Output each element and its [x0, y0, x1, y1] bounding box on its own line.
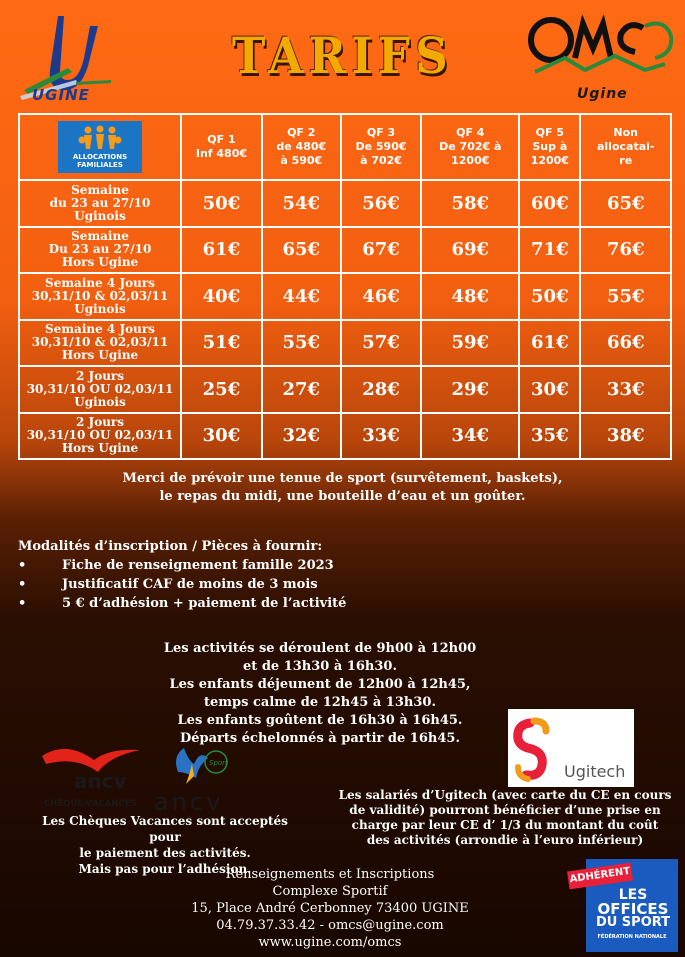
- price-cell: 76€: [580, 227, 671, 274]
- offices-du-sport-text: [592, 888, 674, 930]
- price-cell: 35€: [519, 413, 580, 460]
- col-sublabel: Sup à: [532, 140, 568, 153]
- col-label: Non: [613, 126, 639, 139]
- price-cell: 34€: [421, 413, 519, 460]
- bullet-icon: •: [18, 558, 27, 573]
- contact-block: [150, 866, 510, 951]
- price-cell: 27€: [262, 366, 341, 413]
- schedule-line: Les enfants déjeunent de 12h00 à 12h45,: [169, 677, 471, 692]
- page-title: TARIFS: [231, 26, 454, 85]
- col-sublabel: De 590€: [355, 140, 407, 153]
- price-cell: 55€: [580, 273, 671, 320]
- column-header-qf1: [181, 114, 262, 180]
- table-row: [19, 227, 671, 274]
- offices-line: LES: [618, 887, 648, 903]
- price-cell: 57€: [341, 320, 422, 367]
- offices-federation-text: FÉDÉRATION NATIONALE: [597, 934, 667, 940]
- ugine-logo-text: UGINE: [32, 86, 90, 104]
- price-cell: 65€: [262, 227, 341, 274]
- note-line: Les Chèques Vacances sont acceptés pour: [42, 814, 288, 844]
- price-cell: 60€: [519, 180, 580, 227]
- column-header-qf2: [262, 114, 341, 180]
- price-cell: 30€: [181, 413, 262, 460]
- caf-logo-cell: [19, 114, 181, 180]
- column-header-qf3: [341, 114, 422, 180]
- registration-title: Modalités d’inscription / Pièces à fournir:: [18, 539, 323, 554]
- table-row: [19, 273, 671, 320]
- col-sublabel: de 480€: [276, 140, 327, 153]
- price-cell: 40€: [181, 273, 262, 320]
- price-cell: 50€: [181, 180, 262, 227]
- price-cell: 58€: [421, 180, 519, 227]
- note-line: charge par leur CE d’ 1/3 du montant du coût: [351, 818, 659, 832]
- adherent-badge: ADHÉRENT: [567, 863, 633, 890]
- price-cell: 61€: [181, 227, 262, 274]
- col-label: QF 2: [287, 126, 316, 139]
- ancv-logo1-subtext: CHÈQUE-VACANCES: [44, 799, 137, 809]
- ancv-logo1-text: ancv: [74, 769, 127, 793]
- equipment-note-line: le repas du midi, une bouteille d’eau et un goûter.: [159, 489, 526, 504]
- price-cell: 56€: [341, 180, 422, 227]
- col-sublabel: 1200€: [530, 154, 569, 167]
- schedule-line: Départs échelonnés à partir de 16h45.: [180, 731, 460, 746]
- col-sublabel: re: [619, 154, 633, 167]
- price-cell: 48€: [421, 273, 519, 320]
- ancv-logo2-text: ancv: [154, 788, 224, 814]
- contact-phone-email: 04.79.37.33.42 - omcs@ugine.com: [216, 918, 444, 933]
- schedule-line: Les activités se déroulent de 9h00 à 12h00: [163, 641, 477, 656]
- col-label: QF 5: [535, 126, 564, 139]
- caf-logo: [58, 121, 142, 173]
- registration-section: [18, 537, 346, 613]
- note-line: Les salariés d’Ugitech (avec carte du CE en cours: [338, 788, 672, 802]
- col-sublabel: allocatai-: [596, 140, 655, 153]
- list-item: • Fiche de renseignement famille 2023: [18, 558, 334, 573]
- schedule-line: Les enfants goûtent de 16h30 à 16h45.: [177, 713, 463, 728]
- price-cell: 65€: [580, 180, 671, 227]
- price-cell: 59€: [421, 320, 519, 367]
- schedule-block: [140, 640, 500, 748]
- table-row: [19, 366, 671, 413]
- price-cell: 30€: [519, 366, 580, 413]
- table-row: [19, 180, 671, 227]
- note-line: des activités (arrondie à l’euro inférieur): [366, 833, 644, 847]
- table-row: [19, 413, 671, 460]
- schedule-line: et de 13h30 à 16h30.: [243, 659, 397, 674]
- contact-venue: Complexe Sportif: [272, 884, 388, 899]
- offices-line: DU SPORT: [595, 915, 671, 930]
- price-cell: 54€: [262, 180, 341, 227]
- omcs-logo-subtext: Ugine: [577, 86, 628, 102]
- note-line: Mais pas pour l’adhésion.: [78, 862, 252, 876]
- ugitech-logo-text: Ugitech: [564, 762, 626, 781]
- col-sublabel: Inf 480€: [195, 147, 248, 160]
- price-cell: 28€: [341, 366, 422, 413]
- price-cell: 51€: [181, 320, 262, 367]
- price-cell: 25€: [181, 366, 262, 413]
- caf-family-icon: [66, 125, 134, 151]
- price-cell: 71€: [519, 227, 580, 274]
- price-cell: 67€: [341, 227, 422, 274]
- contact-website: www.ugine.com/omcs: [258, 935, 402, 950]
- row-label: Semaine 4 Jours 30,31/10 & 02,03/11 Uginois: [19, 273, 181, 320]
- col-sublabel: à 702€: [360, 154, 402, 167]
- caf-logo-text: ALLOCATIONS FAMILIALES: [72, 153, 128, 169]
- row-label: 2 Jours 30,31/10 OU 02,03/11 Hors Ugine: [19, 413, 181, 460]
- ugitech-logo: [508, 709, 634, 787]
- row-label: Semaine 4 Jours 30,31/10 & 02,03/11 Hors Ugine: [19, 320, 181, 367]
- ancv-sport-logo: [150, 742, 250, 814]
- equipment-note: [0, 470, 685, 506]
- price-cell: 46€: [341, 273, 422, 320]
- price-cell: 50€: [519, 273, 580, 320]
- column-header-non-allocataire: [580, 114, 671, 180]
- bullet-icon: •: [18, 577, 27, 592]
- offices-line: OFFICES: [597, 900, 669, 918]
- registration-list: [18, 556, 346, 613]
- price-cell: 29€: [421, 366, 519, 413]
- equipment-note-line: Merci de prévoir une tenue de sport (survêtement, baskets),: [122, 471, 563, 486]
- col-sublabel: à 590€: [280, 154, 323, 167]
- ancv-sport-badge: Sport: [209, 759, 228, 767]
- column-header-qf4: [421, 114, 519, 180]
- row-label: Semaine Du 23 au 27/10 Hors Ugine: [19, 227, 181, 274]
- table-header-row: [19, 114, 671, 180]
- schedule-line: temps calme de 12h45 à 13h30.: [204, 695, 436, 710]
- price-cell: 38€: [580, 413, 671, 460]
- note-line: le paiement des activités.: [79, 846, 251, 860]
- col-label: QF 3: [366, 126, 396, 139]
- contact-address: 15, Place André Cerbonney 73400 UGINE: [191, 901, 469, 916]
- contact-heading: Renseignements et Inscriptions: [225, 867, 435, 882]
- table-row: [19, 320, 671, 367]
- note-line: de validité) pourront bénéficier d’une prise en: [349, 803, 661, 817]
- col-label: QF 1: [207, 133, 236, 146]
- price-cell: 55€: [262, 320, 341, 367]
- price-cell: 66€: [580, 320, 671, 367]
- price-cell: 61€: [519, 320, 580, 367]
- omcs-logo: [525, 8, 675, 88]
- ancv-cheque-vacances-logo: [36, 742, 146, 812]
- price-cell: 44€: [262, 273, 341, 320]
- list-item: • Justificatif CAF de moins de 3 mois: [18, 577, 318, 592]
- col-label: QF 4: [456, 126, 485, 139]
- price-cell: 69€: [421, 227, 519, 274]
- price-cell: 32€: [262, 413, 341, 460]
- col-sublabel: De 702€ à: [439, 140, 502, 153]
- price-cell: 33€: [580, 366, 671, 413]
- bullet-icon: •: [18, 596, 27, 611]
- row-label: Semaine du 23 au 27/10 Uginois: [19, 180, 181, 227]
- price-table: [18, 113, 672, 460]
- list-item: • 5 € d’adhésion + paiement de l’activité: [18, 596, 347, 611]
- price-cell: 33€: [341, 413, 422, 460]
- col-sublabel: 1200€: [451, 154, 490, 167]
- column-header-qf5: [519, 114, 580, 180]
- ugitech-note: [330, 788, 680, 848]
- row-label: 2 Jours 30,31/10 OU 02,03/11 Uginois: [19, 366, 181, 413]
